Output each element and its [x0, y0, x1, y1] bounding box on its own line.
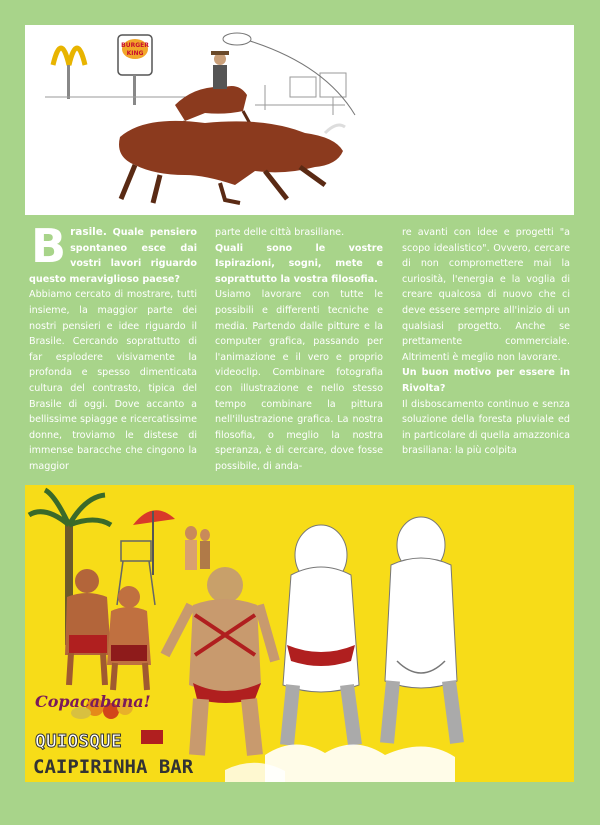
burger-king-sign [118, 35, 152, 105]
drop-cap: B [31, 219, 67, 273]
question-2: Quali sono le vostre Ispirazioni, sogni, mete e soprattutto la vostra filosofia. [215, 242, 383, 285]
article-column-1 [29, 219, 197, 475]
article-column-3 [402, 225, 570, 459]
lead-word: rasile. [70, 226, 107, 238]
kiosk-sign-line-1: QUIOSQUE [35, 731, 122, 752]
women-outline [283, 517, 457, 745]
bottom-illustration [25, 485, 574, 782]
question-3: Un buon motivo per essere in Rivolta? [402, 367, 570, 394]
article [25, 219, 574, 475]
people-in-distance [185, 526, 210, 570]
question-1: Quale pensiero spontaneo esce dai vostri lavori riguardo questo meraviglioso paese? [29, 227, 197, 285]
beach-umbrella [133, 510, 175, 575]
answer-1: Abbiamo cercato di mostrare, tutti insieme, la maggior parte dei nostri pensieri e idee riguardo il Brasile. Cercando soprattutto di far esplodere visivamente la profonda e spesso dimenticata cultura del contrasto, tipica del Brasile di oggi. Dove accanto a bellissime spiagge e ricercatissime donne, troviamo le distese di immense baracche che cingono la maggior [29, 289, 197, 472]
woman-red-bikini [165, 567, 275, 755]
burger-king-top-text: BURGER [121, 42, 149, 49]
answer-1-continued: parte delle città brasiliane. [215, 227, 345, 238]
article-column-2 [215, 225, 383, 475]
answer-2: Usiamo lavorare con tutte le possibili e differenti tecniche e media. Partendo dalle pitture e la computer grafica, passando per l'animazione e il vero e proprio videoclip. Combinare fotografia con illustrazione e nello stesso tempo combinare la pittura nell'illustrazione grafica. La nostra filosofia, o meglio la nostra speranza, è di cercare, dove fosse possibile, di anda- [215, 289, 383, 472]
copacabana-script: Copacabana! [35, 692, 151, 711]
top-illustration [25, 25, 574, 215]
burger-king-bottom-text: KING [126, 50, 144, 57]
beach-collage-illustration [25, 485, 574, 782]
cowboy-bull-illustration [25, 25, 574, 215]
cowboy-on-horse [175, 51, 253, 133]
answer-2-continued: re avanti con idee e progetti "a scopo idealistico". Ovvero, cercare di non compromettere mai la curiosità, l'energia e la voglia di creare qualcosa di nuovo che ci deve essere sempre all'inizio di un qualsiasi progetto. Anche se prettamente commerciale. Altrimenti è meglio non lavorare. [402, 227, 570, 363]
two-men [65, 569, 151, 690]
answer-3: Il disboscamento continuo e senza soluzione della foresta pluviale ed in particolare di quella amazzonica brasiliana: la più colpita [402, 398, 570, 457]
bull [119, 121, 345, 203]
kiosk-sign-line-2: CAIPIRINHA BAR [33, 756, 194, 778]
mcdonalds-logo [53, 48, 85, 99]
kiosk-sign [33, 730, 194, 778]
